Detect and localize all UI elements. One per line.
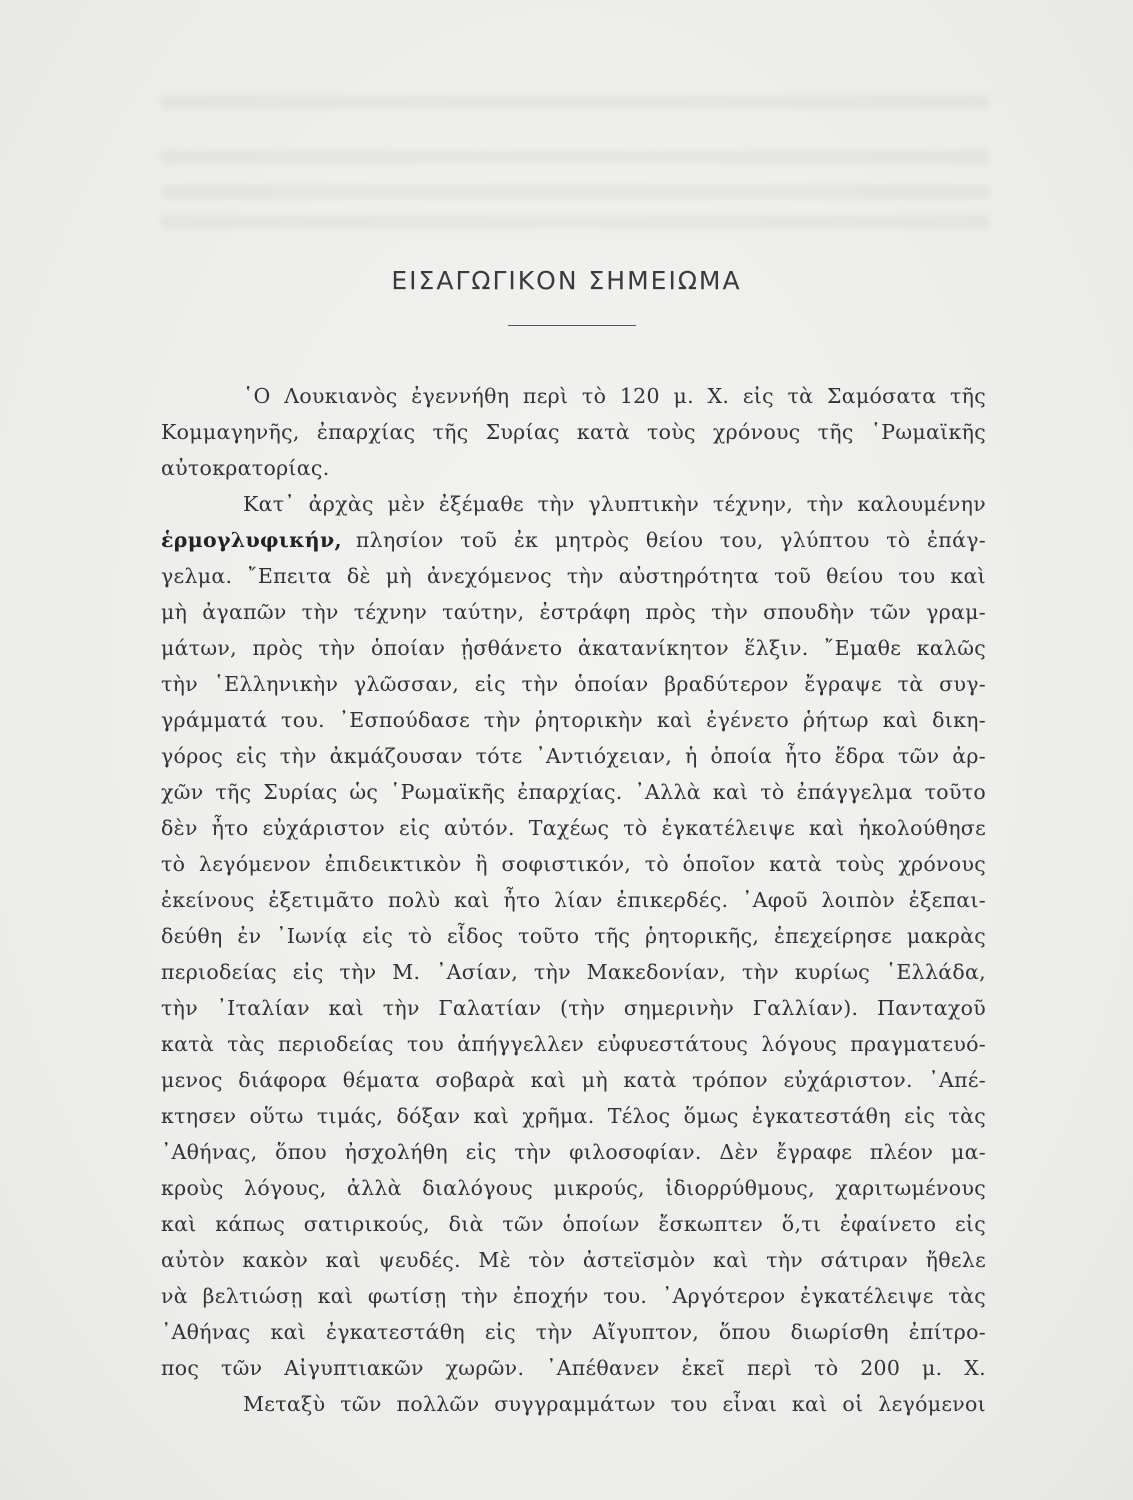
text-line: κροὺς λόγους, ἀλλὰ διαλόγους μικρούς, ἰδιορρύθμους, χαριτωμένους [161,1176,986,1200]
text-line: γράμματά του. ᾿Εσπούδασε τὴν ῥητορικὴν καὶ ἐγένετο ῥήτωρ καὶ δικη- [161,708,986,732]
text-line: περιοδείας εἰς τὴν Μ. ᾿Ασίαν, τὴν Μακεδονίαν, τὴν κυρίως ῾Ελλάδα, [161,960,986,984]
text-line: ᾿Αθήνας καὶ ἐγκατεστάθη εἰς τὴν Αἴγυπτον, ὅπου διωρίσθη ἐπίτρο- [161,1320,986,1344]
text-line-with-term [161,522,986,558]
bleed-through [160,215,990,229]
text-line: πος τῶν Αἰγυπτιακῶν χωρῶν. ᾿Απέθανεν ἐκεῖ περὶ τὸ 200 μ. Χ. [161,1356,986,1380]
text-line: γόρος εἰς τὴν ἀκμάζουσαν τότε ᾿Αντιόχειαν, ἡ ὁποία ἦτο ἕδρα τῶν ἀρ- [161,744,986,768]
text-line: αὐτοκρατορίας. [161,456,330,480]
text-line: νὰ βελτιώσῃ καὶ φωτίσῃ τὴν ἐποχήν του. ᾿Αργότερον ἐγκατέλειψε τὰς [161,1284,986,1308]
bleed-through [160,150,990,164]
text-line: γελμα. ῎Επειτα δὲ μὴ ἀνεχόμενος τὴν αὐστηρότητα τοῦ θείου του καὶ [161,564,986,588]
text-line: μενος διάφορα θέματα σοβαρὰ καὶ μὴ κατὰ τρόπον εὐχάριστον. ᾿Απέ- [161,1068,986,1092]
text-line: χῶν τῆς Συρίας ὡς ῾Ρωμαϊκῆς ἐπαρχίας. ᾿Αλλὰ καὶ τὸ ἐπάγγελμα τοῦτο [161,780,986,804]
bleed-through [160,185,990,199]
text-line: αὐτὸν κακὸν καὶ ψευδές. Μὲ τὸν ἀστεϊσμὸν καὶ τὴν σάτιραν ἤθελε [161,1248,986,1272]
text-line: Μεταξὺ τῶν πολλῶν συγγραμμάτων του εἶναι καὶ οἱ λεγόμενοι [243,1392,986,1416]
text-line: κτησεν οὕτω τιμάς, δόξαν καὶ χρῆμα. Τέλος ὅμως ἐγκατεστάθη εἰς τὰς [161,1104,986,1128]
text-line: Κομμαγηνῆς, ἐπαρχίας τῆς Συρίας κατὰ τοὺς χρόνους τῆς ῾Ρωμαϊκῆς [161,420,986,444]
text-line: ᾿Αθήνας, ὅπου ἠσχολήθη εἰς τὴν φιλοσοφίαν. Δὲν ἔγραφε πλέον μα- [161,1140,986,1164]
bold-term: ἑρμογλυφικήν, [161,528,342,552]
text-line: δεύθη ἐν ᾿Ιωνίᾳ εἰς τὸ εἶδος τοῦτο τῆς ῥητορικῆς, ἐπεχείρησε μακρὰς [161,924,986,948]
text-line: ῾Ο Λουκιανὸς ἐγεννήθη περὶ τὸ 120 μ. Χ. εἰς τὰ Σαμόσατα τῆς [243,384,986,408]
text-line: τὴν ᾿Ιταλίαν καὶ τὴν Γαλατίαν (τὴν σημερινὴν Γαλλίαν). Πανταχοῦ [161,996,986,1020]
bleed-through [160,95,990,109]
text-line: κατὰ τὰς περιοδείας του ἀπήγγελλεν εὐφυεστάτους λόγους πραγματευό- [161,1032,986,1056]
text-line: ἐκείνους ἐξετιμᾶτο πολὺ καὶ ἦτο λίαν ἐπικερδές. ᾿Αφοῦ λοιπὸν ἐξεπαι- [161,888,986,912]
text-line: τὸ λεγόμενον ἐπιδεικτικὸν ἢ σοφιστικόν, τὸ ὁποῖον κατὰ τοὺς χρόνους [161,852,986,876]
text-line: μάτων, πρὸς τὴν ὁποίαν ᾐσθάνετο ἀκατανίκητον ἕλξιν. ῎Εμαθε καλῶς [161,636,986,660]
text-line: μὴ ἀγαπῶν τὴν τέχνην ταύτην, ἐστράφη πρὸς τὴν σπουδὴν τῶν γραμ- [161,600,986,624]
text-line: δὲν ἦτο εὐχάριστον εἰς αὐτόν. Ταχέως τὸ ἐγκατέλειψε καὶ ἠκολούθησε [161,816,986,840]
title-rule [508,325,636,326]
text-line: καὶ κάπως σατιρικούς, διὰ τῶν ὁποίων ἔσκωπτεν ὅ,τι ἐφαίνετο εἰς [161,1212,986,1236]
page-title: ΕΙΣΑΓΩΓΙΚΟΝ ΣΗΜΕΙΩΜΑ [391,266,742,295]
text-line: Κατ᾿ ἀρχὰς μὲν ἐξέμαθε τὴν γλυπτικὴν τέχνην, τὴν καλουμένην [243,492,986,516]
text-line: τὴν ῾Ελληνικὴν γλῶσσαν, εἰς τὴν ὁποίαν βραδύτερον ἔγραψε τὰ συγ- [161,672,986,696]
text-line: πλησίον τοῦ ἐκ μητρὸς θείου του, γλύπτου τὸ ἐπάγ- [355,528,986,552]
